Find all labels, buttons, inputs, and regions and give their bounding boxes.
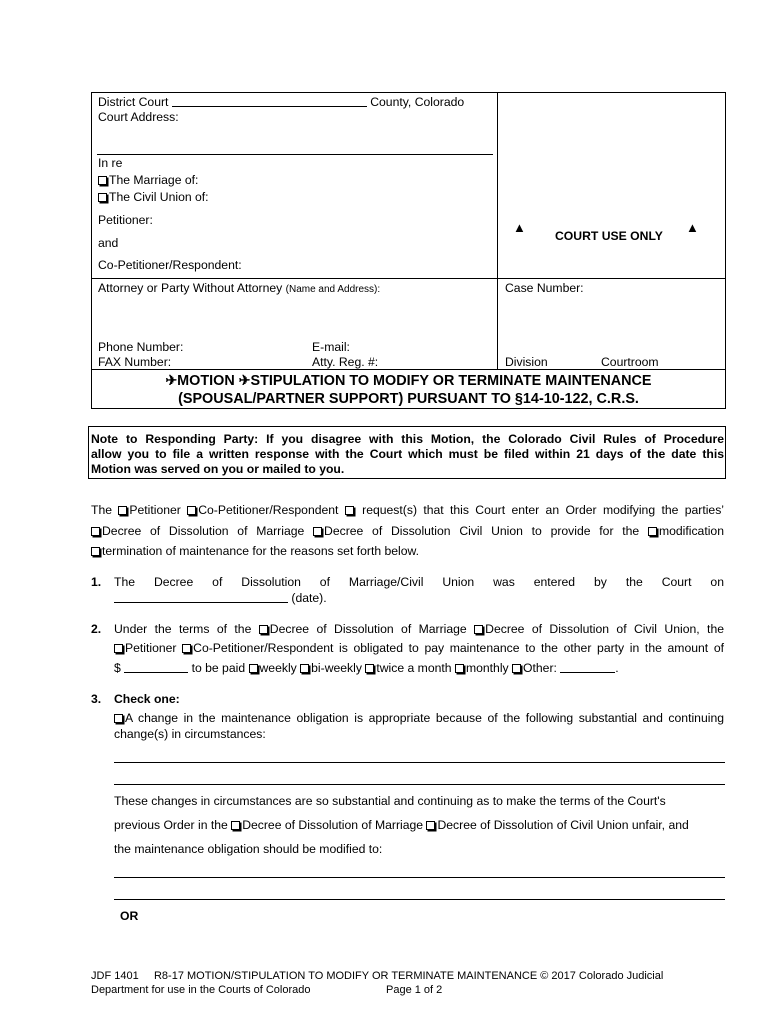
- footer-page-number: Page 1 of 2: [386, 984, 443, 996]
- fax-label: FAX Number:: [98, 355, 172, 369]
- co-petitioner-label: Co-Petitioner/Respondent:: [98, 258, 242, 272]
- item3-change-checkbox[interactable]: [114, 714, 123, 723]
- item3-these-changes: These changes in circumstances are so substantial and continuing as to make the terms of the Court's: [114, 794, 666, 808]
- monthly-checkbox[interactable]: [455, 664, 464, 673]
- item3-change-line2: change(s) in circumstances:: [114, 727, 266, 741]
- item3-or: OR: [120, 909, 139, 923]
- title-motion: MOTION: [177, 373, 235, 389]
- item3-decree-civil-union-checkbox[interactable]: [426, 821, 435, 830]
- intro-modification-checkbox[interactable]: [648, 527, 657, 536]
- marriage-option-label: The Marriage of:: [109, 173, 199, 187]
- court-address-label: Court Address:: [98, 110, 179, 124]
- title-stipulation: STIPULATION TO MODIFY OR TERMINATE MAINTENANCE: [250, 373, 652, 389]
- footer-line2-left: Department for use in the Courts of Colorado: [91, 984, 311, 996]
- item2-decree-marriage: Decree of Dissolution of Marriage: [269, 622, 467, 636]
- case-number-label: Case Number:: [505, 281, 584, 295]
- intro-termination-checkbox[interactable]: [91, 547, 100, 556]
- form-title-line1: [91, 372, 726, 389]
- county-name-field[interactable]: [172, 95, 367, 107]
- item2-under-terms: Under the terms of the: [114, 622, 252, 636]
- monthly-label: monthly: [465, 661, 509, 675]
- civil-union-option-label: The Civil Union of:: [109, 190, 209, 204]
- item1-line1: The Decree of Dissolution of Marriage/Civil Union was entered by the Court on: [114, 575, 724, 589]
- other-checkbox[interactable]: [512, 664, 521, 673]
- weekly-checkbox[interactable]: [249, 664, 258, 673]
- caption-divider-vertical: [497, 92, 498, 369]
- weekly-label: weekly: [259, 661, 297, 675]
- division-label: Division: [505, 355, 548, 369]
- intro-co-petitioner: Co-Petitioner/Respondent: [198, 503, 339, 517]
- district-court-line: [98, 95, 464, 109]
- atty-reg-label: Atty. Reg. #:: [312, 355, 379, 369]
- intro-decree-civil-union: Decree of Dissolution Civil Union to provide for the: [324, 524, 640, 538]
- note-line3: Motion was served on you or mailed to you.: [91, 462, 345, 476]
- in-re-label: In re: [98, 156, 123, 170]
- item2-line2: [114, 641, 724, 655]
- attorney-note: (Name and Address):: [285, 284, 381, 295]
- caption-divider-title: [91, 369, 726, 370]
- item3-check-one: Check one:: [114, 692, 180, 706]
- item2-to-be-paid: to be paid: [191, 661, 246, 675]
- item2-dollar: $: [114, 661, 121, 675]
- attorney-label: Attorney or Party Without Attorney: [98, 281, 283, 295]
- item3-modified-to: the maintenance obligation should be modified to:: [114, 842, 383, 856]
- other-label: Other:: [523, 661, 557, 675]
- marriage-option[interactable]: [98, 173, 198, 187]
- intro-decree-marriage-checkbox[interactable]: [91, 527, 100, 536]
- intro-line2: [91, 524, 724, 538]
- intro-co-petitioner-checkbox[interactable]: [187, 506, 196, 515]
- circumstances-answer-line-1[interactable]: [114, 762, 725, 763]
- item2-number: 2.: [91, 622, 102, 636]
- item2-petitioner: Petitioner: [125, 641, 177, 655]
- intro-petitioner-checkbox[interactable]: [118, 506, 127, 515]
- item3-change-line1: [114, 711, 724, 725]
- intro-decree-civil-union-checkbox[interactable]: [313, 527, 322, 536]
- item3-decree-civil-union: Decree of Dissolution of Civil Union unfair, and: [437, 818, 689, 832]
- modified-answer-line-2[interactable]: [114, 899, 725, 900]
- and-label: and: [98, 236, 119, 250]
- maintenance-amount-field[interactable]: [124, 661, 188, 673]
- civil-union-option[interactable]: [98, 190, 209, 204]
- note-line1-text: If you disagree with this Motion, the Colorado Civil Rules of Procedure: [266, 432, 725, 446]
- note-label: Note to Responding Party:: [91, 432, 259, 446]
- twice-month-checkbox[interactable]: [365, 664, 374, 673]
- intro-line3: [91, 544, 419, 558]
- civil-union-checkbox[interactable]: [98, 193, 107, 202]
- phone-label: Phone Number:: [98, 340, 184, 354]
- note-line2: allow you to file a written response with the Court which must be filed within 21 days of the date this: [91, 447, 724, 461]
- intro-decree-marriage: Decree of Dissolution of Marriage: [102, 524, 305, 538]
- bi-weekly-checkbox[interactable]: [300, 664, 309, 673]
- item2-co-petitioner-checkbox[interactable]: [182, 644, 191, 653]
- item1-number: 1.: [91, 575, 102, 589]
- item2-line3: $ to be paid weekly bi-weekly twice a month monthly Other: .: [114, 661, 619, 675]
- intro-the: The: [91, 503, 113, 517]
- court-address-underline: [97, 154, 493, 155]
- item2-petitioner-checkbox[interactable]: [114, 644, 123, 653]
- plane-icon: ✈: [238, 372, 251, 388]
- item2-line1: [114, 622, 724, 636]
- intro-line1: [91, 503, 724, 517]
- county-label: County, Colorado: [370, 95, 465, 109]
- footer-line1: JDF 1401 R8-17 MOTION/STIPULATION TO MODIFY OR TERMINATE MAINTENANCE © 2017 Colorado Judicial: [91, 970, 664, 982]
- item3-number: 3.: [91, 692, 102, 706]
- form-title-line2: (SPOUSAL/PARTNER SUPPORT) PURSUANT TO §14-10-122, C.R.S.: [178, 391, 639, 407]
- plane-icon: ✈: [165, 372, 178, 388]
- bi-weekly-label: bi-weekly: [311, 661, 362, 675]
- email-label: E-mail:: [312, 340, 350, 354]
- item2-decree-marriage-checkbox[interactable]: [259, 625, 268, 634]
- petitioner-label: Petitioner:: [98, 213, 153, 227]
- triangle-right-icon: ▲: [686, 220, 699, 235]
- attorney-line: [98, 281, 380, 295]
- other-frequency-field[interactable]: [560, 661, 615, 673]
- modified-answer-line-1[interactable]: [114, 877, 725, 878]
- item3-decree-marriage: Decree of Dissolution of Marriage: [242, 818, 424, 832]
- item2-decree-civil-union: Decree of Dissolution of Civil Union, the: [485, 622, 725, 636]
- intro-termination: termination of maintenance for the reasons set forth below.: [102, 544, 420, 558]
- court-use-only-label: COURT USE ONLY: [555, 229, 663, 243]
- item1-date-suffix: (date).: [291, 591, 327, 605]
- triangle-left-icon: ▲: [513, 220, 526, 235]
- decree-date-field[interactable]: [114, 591, 288, 603]
- intro-both-checkbox[interactable]: [345, 506, 354, 515]
- courtroom-label: Courtroom: [601, 355, 659, 369]
- item3-previous-order: previous Order in the: [114, 818, 228, 832]
- item3-previous-order-line: [114, 818, 689, 832]
- item1-line2: [114, 591, 327, 605]
- intro-modification: modification: [658, 524, 724, 538]
- item2-decree-civil-union-checkbox[interactable]: [474, 625, 483, 634]
- marriage-checkbox[interactable]: [98, 176, 107, 185]
- note-line1: [91, 432, 724, 446]
- circumstances-answer-line-2[interactable]: [114, 784, 725, 785]
- item3-change-text: A change in the maintenance obligation is appropriate because of the following substantial and continuing: [125, 711, 724, 725]
- twice-month-label: twice a month: [376, 661, 452, 675]
- intro-petitioner: Petitioner: [129, 503, 181, 517]
- district-court-label: District Court: [98, 95, 169, 109]
- item3-decree-marriage-checkbox[interactable]: [231, 821, 240, 830]
- intro-requests: request(s) that this Court enter an Order modifying the parties’: [362, 503, 725, 517]
- caption-divider-attorney: [91, 278, 726, 279]
- item2-obligated: Co-Petitioner/Respondent is obligated to pay maintenance to the other party in the amount of: [193, 641, 724, 655]
